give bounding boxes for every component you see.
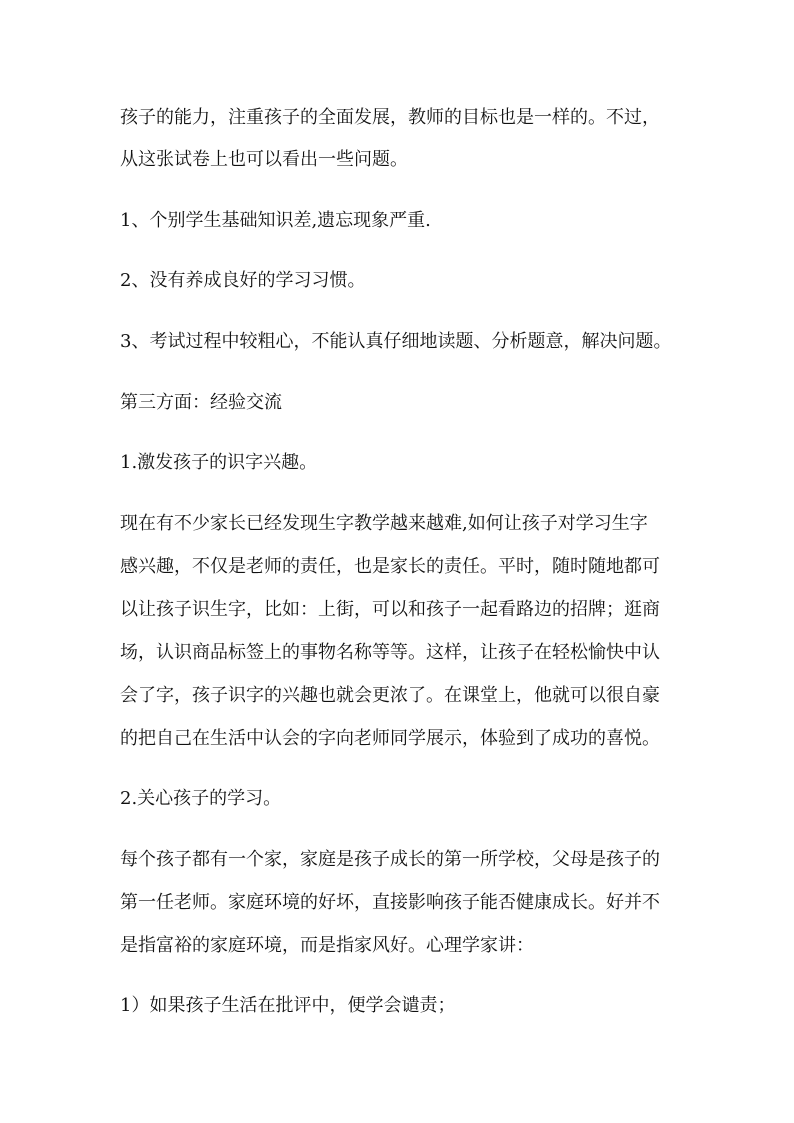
list-item-1: 1）如果孩子生活在批评中，便学会谴责； <box>120 995 456 1016</box>
problem-item-3: 3、考试过程中较粗心，不能认真仔细地读题、分析题意，解决问题。 <box>120 331 672 352</box>
problem-item-2: 2、没有养成良好的学习习惯。 <box>120 270 366 291</box>
section-heading: 第三方面：经验交流 <box>120 392 282 413</box>
paragraph-1-line-1: 孩子的能力，注重孩子的全面发展，教师的目标也是一样的。不过， <box>120 107 660 128</box>
paragraph-2-line-3: 以让孩子识生字，比如：上街，可以和孩子一起看路边的招牌；逛商 <box>120 599 660 620</box>
paragraph-2-line-2: 感兴趣，不仅是老师的责任，也是家长的责任。平时，随时随地都可 <box>120 556 660 577</box>
paragraph-2-line-1: 现在有不少家长已经发现生字教学越来越难,如何让孩子对学习生字 <box>120 513 648 534</box>
paragraph-2-line-4: 场，认识商品标签上的事物名称等等。这样，让孩子在轻松愉快中认 <box>120 642 660 663</box>
paragraph-3-line-2: 第一任老师。家庭环境的好坏，直接影响孩子能否健康成长。好并不 <box>120 892 660 913</box>
paragraph-2-line-6: 的把自己在生活中认会的字向老师同学展示，体验到了成功的喜悦。 <box>120 728 660 749</box>
problem-item-1: 1、个别学生基础知识差,遗忘现象严重. <box>120 210 431 231</box>
paragraph-2-line-5: 会了字，孩子识字的兴趣也就会更浓了。在课堂上，他就可以很自豪 <box>120 685 660 706</box>
subheading-1: 1.激发孩子的识字兴趣。 <box>120 452 318 473</box>
paragraph-3-line-3: 是指富裕的家庭环境，而是指家风好。心理学家讲： <box>120 935 534 956</box>
paragraph-3-line-1: 每个孩子都有一个家，家庭是孩子成长的第一所学校，父母是孩子的 <box>120 849 660 870</box>
paragraph-1-line-2: 从这张试卷上也可以看出一些问题。 <box>120 149 408 170</box>
subheading-2: 2.关心孩子的学习。 <box>120 788 282 809</box>
